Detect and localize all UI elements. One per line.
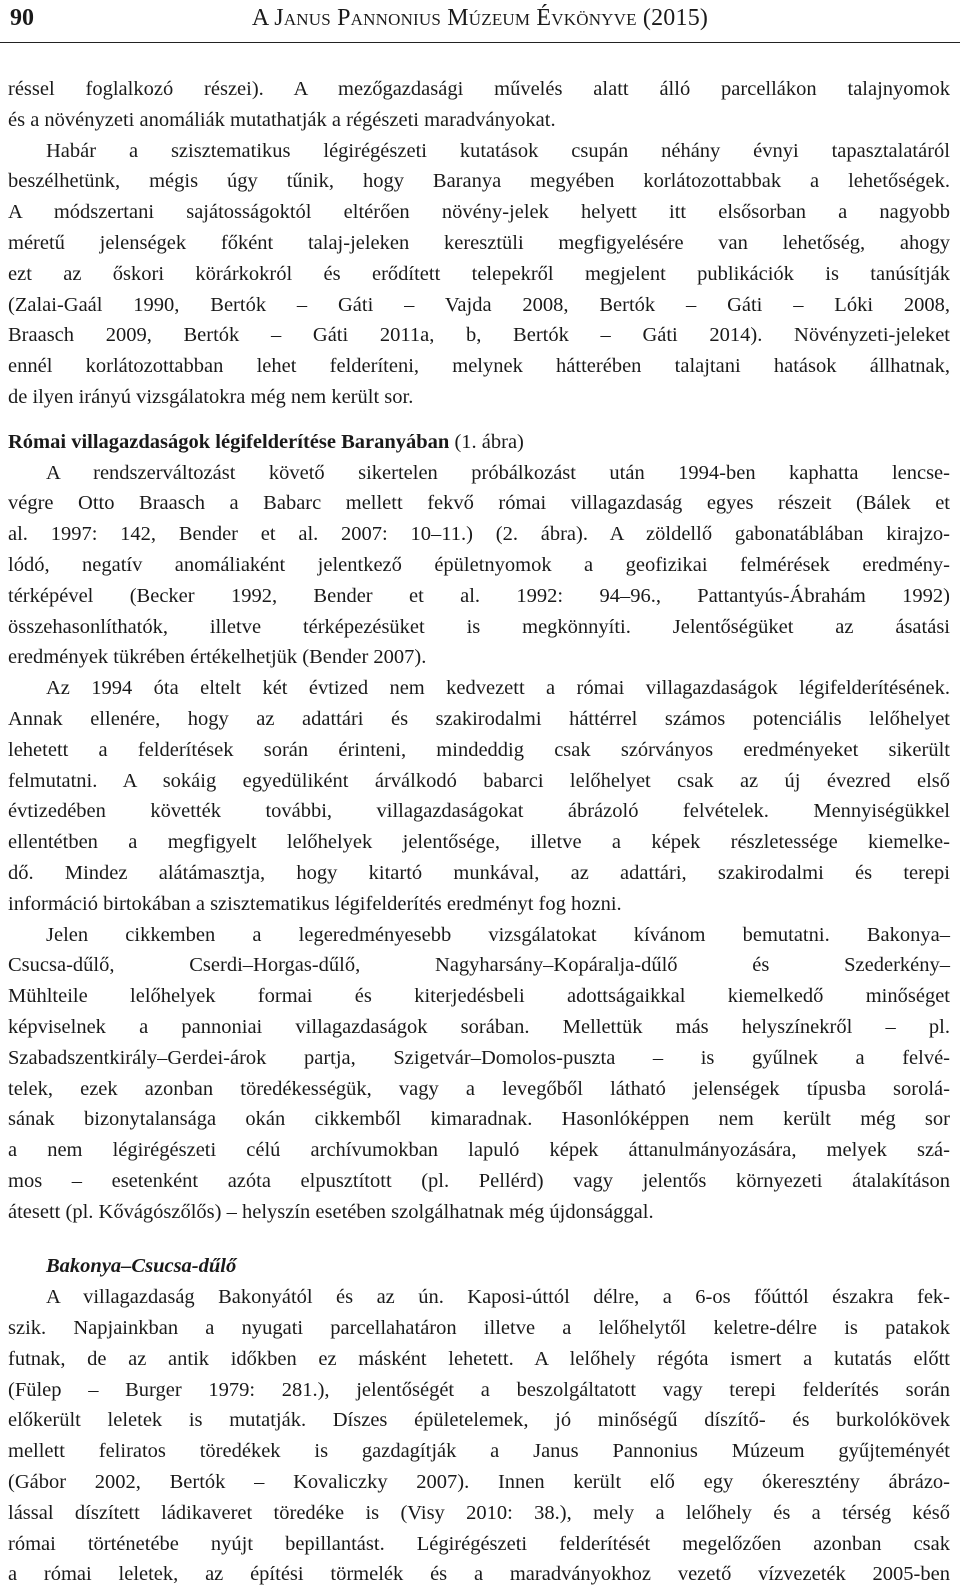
citation-line: lással díszített ládikaveret töredéke is (Visy 2010: 38.), mely a lelőhely és a térség késő	[8, 1501, 950, 1524]
text-line: és a növényzeti anomáliák mutathatják a régészeti maradványokat.	[8, 108, 556, 131]
paragraph-6	[8, 1282, 950, 1590]
text-line: ezt az őskori körárkokról és erődített telepekről megjelent publikációk is tanúsítják	[8, 262, 950, 285]
running-title: A Janus Pannonius Múzeum Évkönyve (2015)	[251, 5, 709, 31]
text-line: ennél korlátozottabban lehet felderíteni, melynek hátterében talajtani hatások állhatnak,	[8, 355, 950, 378]
text-line: felmutatni. A sokáig egyedüliként árválkodó babarci lelőhelyet csak az új évezred első	[8, 769, 950, 792]
text-line: Szabadszentkirály–Gerdei-árok partja, Szigetvár–Domolos-puszta – is gyűlnek a felvé-	[8, 1046, 950, 1069]
page-body	[8, 74, 950, 1590]
paragraph-3	[8, 458, 950, 674]
text-line: évtizedében követték további, villagazdaságokat ábrázoló felvételek. Mennyiségükkel	[8, 800, 950, 823]
text-line: A módszertani sajátosságoktól eltérően növény-jelek helyett itt elsősorban a nagyobb	[8, 201, 950, 224]
text-line: Mühlteile lelőhelyek formai és kiterjedésbeli adottságaikkal kiemelkedő minőséget	[8, 985, 950, 1008]
text-line: a római leletek, az építési törmelék és a maradványokhoz vezető vízvezeték 2005-ben	[8, 1563, 950, 1586]
subsection-heading: Bakonya–Csucsa-dűlő	[46, 1255, 237, 1278]
text-line: végre Otto Braasch a Babarc mellett fekvő római villagazdaság egyes részeit (Bálek et	[8, 492, 950, 515]
citation-line: (Gábor 2002, Bertók – Kovaliczky 2007). Innen került elő egy ókeresztény ábrázo-	[8, 1471, 950, 1494]
text-line: beszélhetünk, mégis úgy tűnik, hogy Baranya megyében korlátozottabbak a lehetőségek.	[8, 170, 950, 193]
paragraph-5	[8, 920, 950, 1228]
text-line: átesett (pl. Kővágószőlős) – helyszín esetében szolgálhatnak még újdonsággal.	[8, 1200, 654, 1223]
text-line: futnak, de az antik időkben ez másként lehetett. A lelőhely régóta ismert a kutatás előtt	[8, 1347, 950, 1370]
text-line: előkerült leletek is mutatják. Díszes épületelemek, jó minőségű díszítő- és burkolókövek	[8, 1409, 950, 1432]
text-line: telek, ezek azonban töredékességük, vagy a levegőből látható jelenségek típusba sorolá-	[8, 1077, 950, 1100]
text-line: térképével (Becker 1992, Bender et al. 1992: 94–96., Pattantyús-Ábrahám 1992)	[8, 584, 950, 607]
text-line: ellentétben a megfigyelt lelőhelyek jelentősége, illetve a képek részletessége kiemelke-	[8, 831, 950, 854]
text-line: információ birtokában a szisztematikus légifelderítés eredményt fog hozni.	[8, 892, 622, 915]
text-line: szik. Napjainkban a nyugati parcellahatáron illetve a lelőhelytől keletre-délre is patakok	[8, 1317, 950, 1340]
citation-line: Braasch 2009, Bertók – Gáti 2011a, b, Bertók – Gáti 2014). Növényzeti-jeleket	[8, 324, 950, 347]
text-line: méretű jelenségek főként talaj-jeleken keresztüli megfigyelésére van lehetőség, ahogy	[8, 231, 950, 254]
citation-line: (Fülep – Burger 1979: 281.), jelentőségét a beszolgáltatott vagy terepi felderítés során	[8, 1378, 950, 1401]
text-line: sának bizonytalansága okán cikkemből kimaradnak. Hasonlóképpen nem került még sor	[8, 1108, 950, 1131]
section-heading-figure-ref: (1. ábra)	[454, 430, 524, 453]
page-number: 90	[10, 5, 34, 31]
text-line: mos – esetenként azóta elpusztított (pl. Pellérd) vagy jelentős környezeti átalakításon	[8, 1169, 950, 1192]
section-heading-title: Római villagazdaságok légifelderítése Baranyában	[8, 430, 450, 453]
text-line: lódó, negatív anomáliaként jelentkező épületnyomok a geofizikai felmérések eredmény-	[8, 553, 950, 576]
text-line: összehasonlíthatók, illetve térképezésüket is megkönnyíti. Jelentőségüket az ásatási	[8, 615, 950, 638]
page-header	[0, 0, 960, 43]
text-line: eredmények tükrében értékelhetjük (Bender 2007).	[8, 646, 427, 669]
section-heading	[8, 427, 950, 458]
text-line: a nem légirégészeti célú archívumokban lapuló képek áttanulmányozására, melyek szá-	[8, 1139, 950, 1162]
text-line: képviselnek a pannoniai villagazdaságok sorában. Mellettük más helyszínekről – pl.	[8, 1015, 950, 1038]
text-line: al. 1997: 142, Bender et al. 2007: 10–11.) (2. ábra). A zöldellő gabonatáblában kirajzo-	[8, 523, 950, 546]
text-line: dő. Mindez alátámasztja, hogy kitartó munkával, az adattári, szakirodalmi és terepi	[8, 861, 950, 884]
text-line: Jelen cikkemben a legeredményesebb vizsgálatokat kívánom bemutatni. Bakonya–	[46, 923, 950, 946]
text-line: mellett feliratos töredékek is gazdagítják a Janus Pannonius Múzeum gyűjteményét	[8, 1440, 950, 1463]
text-line: A villagazdaság Bakonyától és az ún. Kaposi-úttól délre, a 6-os főúttól északra fek-	[46, 1286, 950, 1309]
text-line: római történetébe nyújt bepillantást. Légirégészeti felderítését megelőzően azonban csak	[8, 1532, 950, 1555]
paragraph-2	[8, 136, 950, 413]
text-line: Annak ellenére, hogy az adattári és szakirodalmi háttérrel számos potenciális lelőhelyet	[8, 707, 950, 730]
paragraph-4	[8, 673, 950, 919]
text-line: Az 1994 óta eltelt két évtized nem kedvezett a római villagazdaságok légifelderítésének.	[46, 677, 950, 700]
text-line: Habár a szisztematikus légirégészeti kutatások csupán néhány évnyi tapasztalatáról	[46, 139, 950, 162]
text-line: Csucsa-dűlő, Cserdi–Horgas-dűlő, Nagyharsány–Kopáralja-dűlő és Szederkény–	[8, 954, 950, 977]
citation-line: (Zalai-Gaál 1990, Bertók – Gáti – Vajda 2008, Bertók – Gáti – Lóki 2008,	[8, 293, 950, 316]
text-line: lehetett a felderítések során érinteni, mindeddig csak szórványos eredményeket sikerült	[8, 738, 950, 761]
text-line: réssel foglalkozó részei). A mezőgazdasági művelés alatt álló parcellákon talajnyomok	[8, 78, 950, 100]
text-line: de ilyen irányú vizsgálatokra még nem került sor.	[8, 385, 414, 408]
text-line: A rendszerváltozást követő sikertelen próbálkozást után 1994-ben kaphatta lencse-	[46, 461, 950, 484]
paragraph-1	[8, 74, 950, 136]
